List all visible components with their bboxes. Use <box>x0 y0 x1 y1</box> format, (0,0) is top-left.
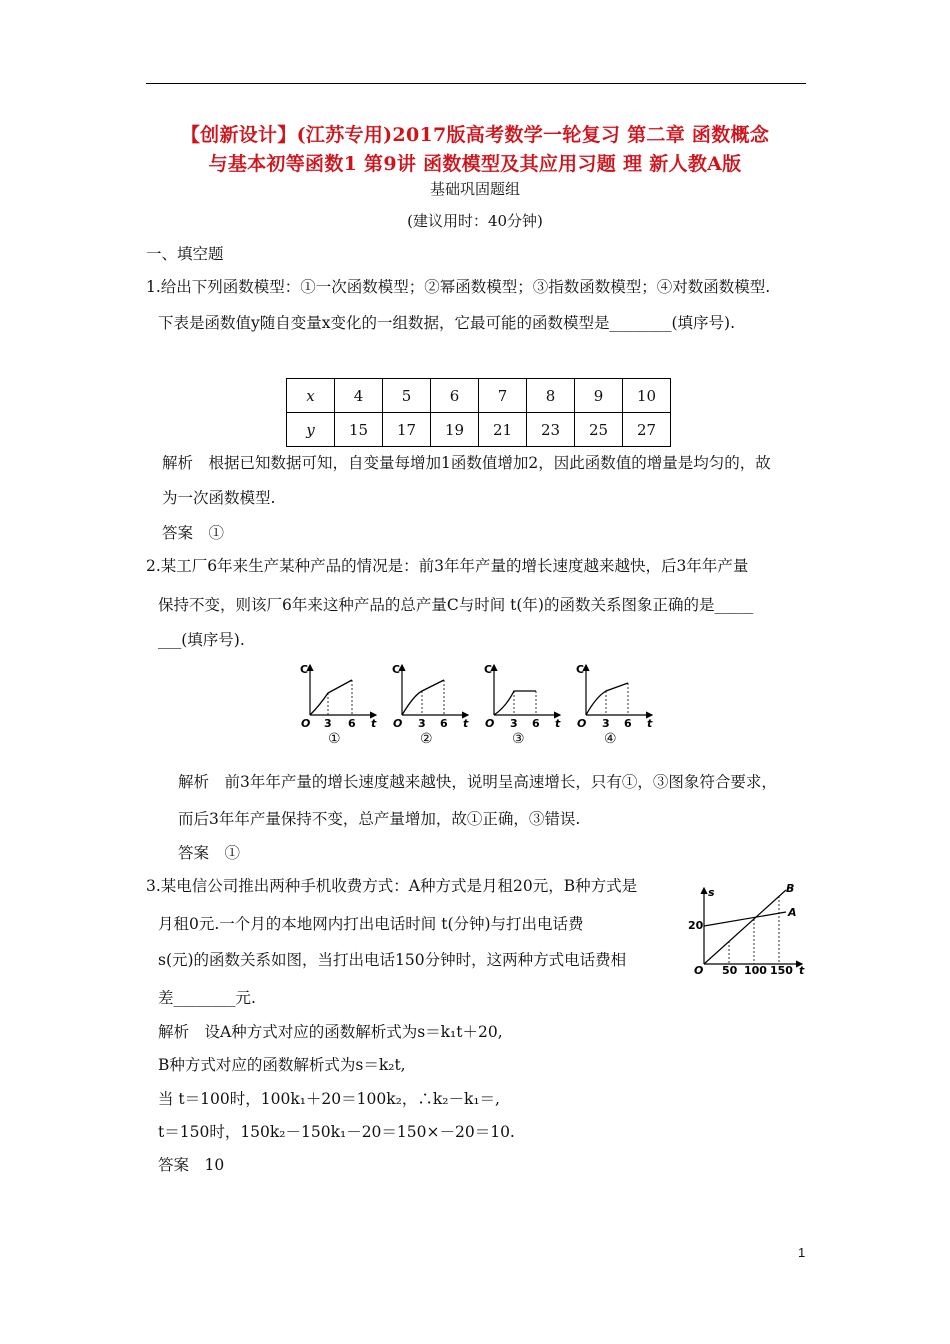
svg-text:O: O <box>577 717 587 730</box>
svg-text:O: O <box>393 717 403 730</box>
q3-line-1: 3.某电信公司推出两种手机收费方式：A种方式是月租20元，B种方式是 <box>146 877 638 895</box>
table-cell: 23 <box>527 413 575 447</box>
table-cell: 8 <box>527 379 575 413</box>
q1-line-2: 下表是函数值y随自变量x变化的一组数据，它最可能的函数模型是________(填序号). <box>158 314 736 332</box>
header-rule <box>146 83 806 84</box>
svg-text:t: t <box>371 717 377 730</box>
q1-answer: 答案 ① <box>162 524 225 542</box>
s-axis-label: s <box>708 886 715 899</box>
q3-analysis-2: B种方式对应的函数解析式为s＝k₂t, <box>158 1056 406 1074</box>
q2-line-3: ___(填序号). <box>158 631 245 649</box>
q3-line-4: 差________元. <box>158 989 256 1007</box>
table-cell: 21 <box>479 413 527 447</box>
time-note: (建议用时：40分钟) <box>407 212 543 230</box>
svg-text:3: 3 <box>324 717 332 730</box>
t-axis-label: t <box>799 964 805 977</box>
q2-line-2: 保持不变，则该厂6年来这种产品的总产量C与时间 t(年)的函数关系图象正确的是_____ <box>158 596 754 614</box>
q2-answer: 答案 ① <box>178 844 241 862</box>
svg-text:6: 6 <box>624 717 632 730</box>
q3-analysis-1: 解析 设A种方式对应的函数解析式为s＝k₁t＋20, <box>158 1023 503 1041</box>
q3-analysis-4: t＝150时，150k₂－150k₁－20＝150×－20＝10. <box>158 1123 515 1141</box>
table-cell: 25 <box>575 413 623 447</box>
table-header-y: y <box>287 413 335 447</box>
svg-text:t: t <box>647 717 653 730</box>
section-heading: 一、填空题 <box>146 245 224 263</box>
table-cell: 7 <box>479 379 527 413</box>
graph-number-1: ① <box>328 731 341 747</box>
svg-text:C: C <box>484 663 493 676</box>
svg-text:3: 3 <box>418 717 426 730</box>
svg-text:C: C <box>392 663 401 676</box>
svg-text:t: t <box>555 717 561 730</box>
table-cell: 27 <box>623 413 671 447</box>
q1-analysis-2: 为一次函数模型. <box>162 489 276 507</box>
table-cell: 17 <box>383 413 431 447</box>
table-cell: 10 <box>623 379 671 413</box>
q1-analysis-1: 解析 根据已知数据可知，自变量每增加1函数值增加2，因此函数值的增量是均匀的，故 <box>162 454 771 472</box>
origin-label: O <box>694 964 704 977</box>
q3-line-2: 月租0元.一个月的本地网内打出电话时间 t(分钟)与打出电话费 <box>158 915 584 933</box>
line-b-label: B <box>786 882 795 895</box>
table-cell: 19 <box>431 413 479 447</box>
graph-2 <box>392 663 469 730</box>
q2-analysis-2: 而后3年年产量保持不变，总产量增加，故①正确，③错误. <box>178 810 581 828</box>
svg-text:6: 6 <box>532 717 540 730</box>
q1-data-table <box>286 378 671 447</box>
graph-4 <box>576 663 653 730</box>
table-cell: 9 <box>575 379 623 413</box>
tick-50: 50 <box>722 964 738 977</box>
q3-analysis-3: 当 t＝100时，100k₁＋20＝100k₂，∴k₂－k₁＝, <box>158 1090 500 1108</box>
table-cell: 4 <box>335 379 383 413</box>
q3-line-3: s(元)的函数关系如图，当打出电话150分钟时，这两种方式电话费相 <box>158 951 627 969</box>
line-a <box>704 912 786 926</box>
tick-100: 100 <box>744 964 767 977</box>
graph-number-3: ③ <box>512 731 525 747</box>
table-header-x: x <box>287 379 335 413</box>
title-line-2: 与基本初等函数1 第9讲 函数模型及其应用习题 理 新人教A版 <box>208 153 742 175</box>
table-cell: 6 <box>431 379 479 413</box>
svg-text:3: 3 <box>510 717 518 730</box>
q3-answer: 答案 10 <box>158 1156 225 1174</box>
graph-number-4: ④ <box>604 731 617 747</box>
svg-text:6: 6 <box>348 717 356 730</box>
svg-text:t: t <box>463 717 469 730</box>
graph-3 <box>484 663 561 730</box>
svg-text:C: C <box>576 663 585 676</box>
graph-1 <box>300 663 377 730</box>
q2-line-1: 2.某工厂6年来生产某种产品的情况是：前3年年产量的增长速度越来越快，后3年年产量 <box>146 557 749 575</box>
svg-text:O: O <box>485 717 495 730</box>
origin-label: O <box>301 717 311 730</box>
q2-analysis-1: 解析 前3年年产量的增长速度越来越快，说明呈高速增长，只有①，③图象符合要求， <box>178 773 777 791</box>
table-cell: 15 <box>335 413 383 447</box>
tick-150: 150 <box>770 964 793 977</box>
line-b <box>704 890 786 964</box>
table-row-y <box>287 413 671 447</box>
line-a-label: A <box>788 906 797 919</box>
q3-graph <box>682 876 812 980</box>
tick-20: 20 <box>688 919 704 932</box>
c-axis-label: C <box>300 663 309 676</box>
table-row-x <box>287 379 671 413</box>
svg-text:6: 6 <box>440 717 448 730</box>
q1-line-1: 1.给出下列函数模型：①一次函数模型；②幂函数模型；③指数函数模型；④对数函数模型. <box>146 278 771 296</box>
table-cell: 5 <box>383 379 431 413</box>
graph-number-2: ② <box>420 731 433 747</box>
page-number: 1 <box>798 1245 806 1260</box>
title-line-1: 【创新设计】(江苏专用)2017版高考数学一轮复习 第二章 函数概念 <box>180 124 770 146</box>
svg-text:3: 3 <box>602 717 610 730</box>
subtitle: 基础巩固题组 <box>429 180 520 198</box>
